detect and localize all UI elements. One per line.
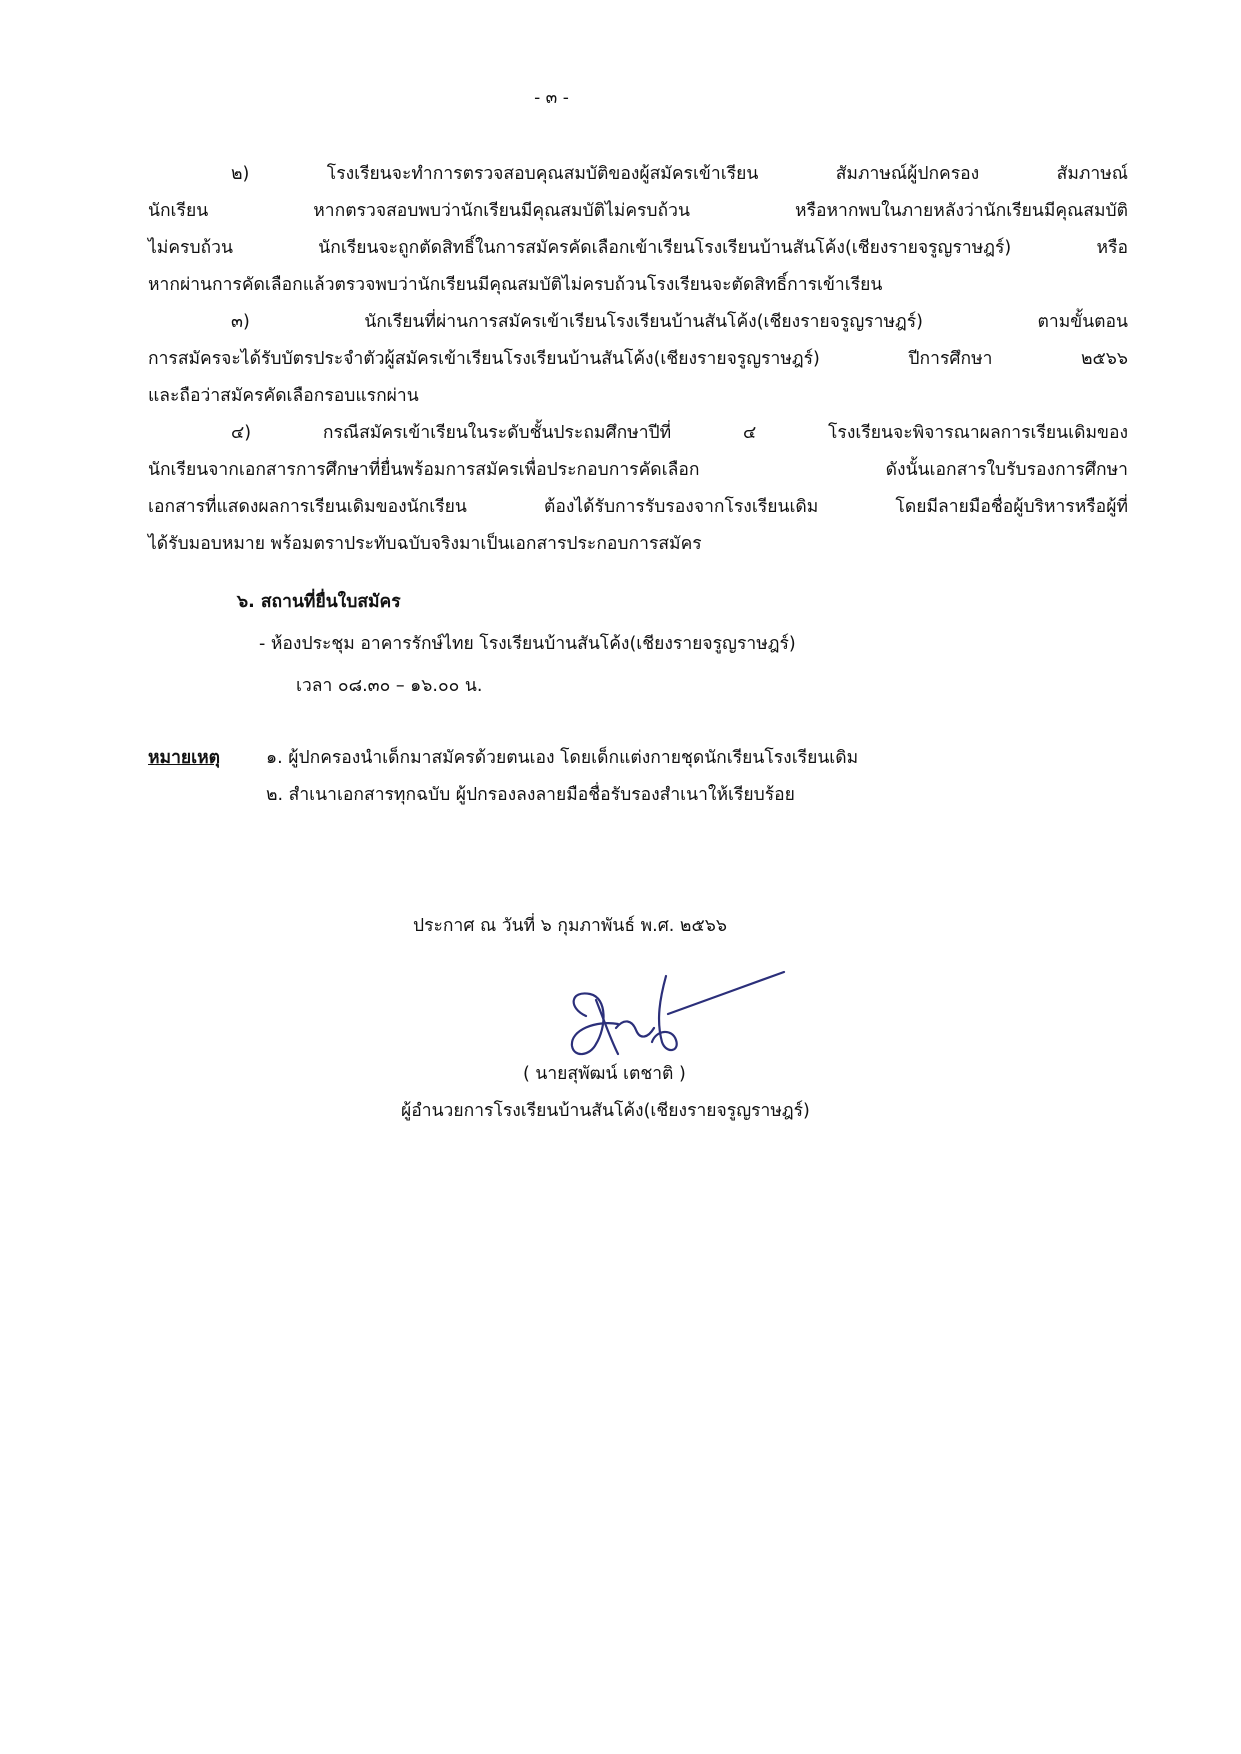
item3-line-3: และถือว่าสมัครคัดเลือกรอบแรกผ่าน xyxy=(148,386,419,406)
section6-time: เวลา ๐๘.๓๐ – ๑๖.๐๐ น. xyxy=(296,676,483,696)
item4-line-1: ๔) กรณีสมัครเข้าเรียนในระดับชั้นประถมศึกษาปีที่ ๔ โรงเรียนจะพิจารณาผลการเรียนเดิมของ xyxy=(231,423,1128,443)
item2-line-2: นักเรียน หากตรวจสอบพบว่านักเรียนมีคุณสมบัติไม่ครบถ้วน หรือหากพบในภายหลังว่านักเรียนมีคุณสมบัติ xyxy=(148,201,1128,221)
item4-line-3: เอกสารที่แสดงผลการเรียนเดิมของนักเรียน ต้องได้รับการรับรองจากโรงเรียนเดิม โดยมีลายมือชื่อผู้บริหารหรือผู้ที่ xyxy=(148,497,1128,517)
signatory-position: ผู้อำนวยการโรงเรียนบ้านสันโค้ง(เชียงรายจรูญราษฎร์) xyxy=(401,1101,810,1121)
item3-line-2: การสมัครจะได้รับบัตรประจำตัวผู้สมัครเข้าเรียนโรงเรียนบ้านสันโค้ง(เชียงรายจรูญราษฎร์) ปีการศึกษา ๒๕๖๖ xyxy=(148,349,1128,369)
signature-image xyxy=(556,958,796,1068)
item2-line-1: ๒) โรงเรียนจะทำการตรวจสอบคุณสมบัติของผู้สมัครเข้าเรียน สัมภาษณ์ผู้ปกครอง สัมภาษณ์ xyxy=(231,164,1128,184)
item2-line-3: ไม่ครบถ้วน นักเรียนจะถูกตัดสิทธิ์ในการสมัครคัดเลือกเข้าเรียนโรงเรียนบ้านสันโค้ง(เชียงรายจรูญราษฎร์) หรือ xyxy=(148,238,1128,258)
remark-item-2: ๒. สำเนาเอกสารทุกฉบับ ผู้ปกรองลงลายมือชื่อรับรองสำเนาให้เรียบร้อย xyxy=(266,785,795,805)
announcement-date: ประกาศ ณ วันที่ ๖ กุมภาพันธ์ พ.ศ. ๒๕๖๖ xyxy=(413,916,727,936)
item3-line-1: ๓) นักเรียนที่ผ่านการสมัครเข้าเรียนโรงเรียนบ้านสันโค้ง(เชียงรายจรูญราษฎร์) ตามขั้นตอน xyxy=(231,312,1128,332)
section6-place: - ห้องประชุม อาคารรักษ์ไทย โรงเรียนบ้านสันโค้ง(เชียงรายจรูญราษฎร์) xyxy=(259,634,796,654)
page-number: - ๓ - xyxy=(534,88,569,108)
item2-line-4: หากผ่านการคัดเลือกแล้วตรวจพบว่านักเรียนมีคุณสมบัติไม่ครบถ้วนโรงเรียนจะตัดสิทธิ์การเข้าเรียน xyxy=(148,275,883,295)
remark-item-1: ๑. ผู้ปกครองนำเด็กมาสมัครด้วยตนเอง โดยเด็กแต่งกายชุดนักเรียนโรงเรียนเดิม xyxy=(266,748,859,768)
item4-line-2: นักเรียนจากเอกสารการศึกษาที่ยื่นพร้อมการสมัครเพื่อประกอบการคัดเลือก ดังนั้นเอกสารใบรับรองการศึกษา xyxy=(148,460,1128,480)
section6-heading: ๖. สถานที่ยื่นใบสมัคร xyxy=(237,592,401,612)
item4-line-4: ได้รับมอบหมาย พร้อมตราประทับฉบับจริงมาเป็นเอกสารประกอบการสมัคร xyxy=(148,534,702,554)
signatory-name: ( นายสุพัฒน์ เตชาติ ) xyxy=(523,1064,686,1084)
remarks-label: หมายเหตุ xyxy=(148,748,221,768)
